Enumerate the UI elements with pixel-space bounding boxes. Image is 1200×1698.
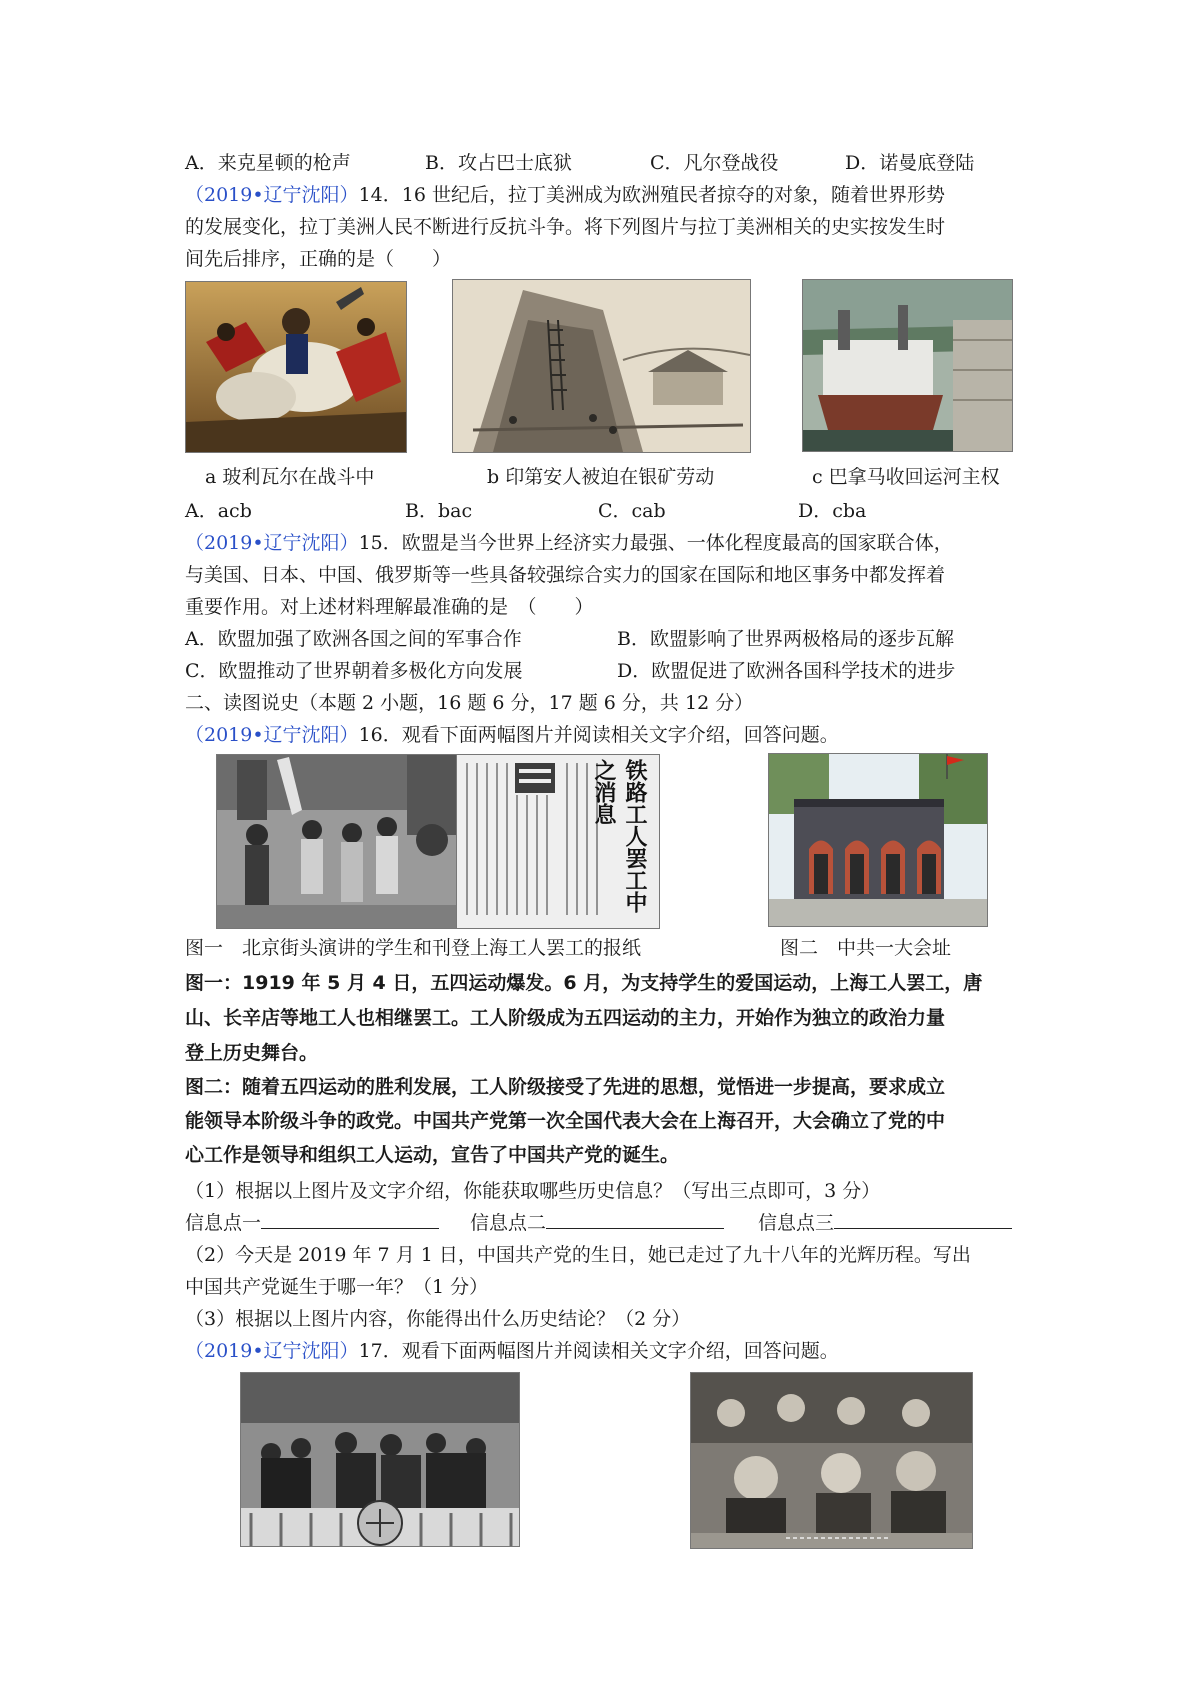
info-point-1-blank[interactable] <box>261 1208 439 1229</box>
q16-fig2-text-line3: 心工作是领导和组织工人运动，宣告了中国共产党的诞生。 <box>185 1144 680 1166</box>
inauguration-photo <box>240 1372 520 1547</box>
caption-c: c 巴拿马收回运河主权 <box>812 466 1000 488</box>
q15-option-d[interactable]: D．欧盟促进了欧洲各国科学技术的进步 <box>617 660 956 682</box>
info-point-3-blank[interactable] <box>834 1208 1012 1229</box>
q16-figure1-caption: 图一 北京街头演讲的学生和刊登上海工人罢工的报纸 <box>185 937 642 959</box>
silver-mine-image <box>452 279 751 453</box>
q14-option-d[interactable]: D．cba <box>798 500 867 522</box>
q16-info-row-3 <box>758 1208 1012 1238</box>
q13-option-c[interactable]: C．凡尔登战役 <box>650 152 779 174</box>
caption-b: b 印第安人被迫在银矿劳动 <box>487 466 715 488</box>
q17-source: （2019•辽宁沈阳） <box>185 1340 359 1362</box>
q15-stem-line3: 重要作用。对上述材料理解最准确的是 （ ） <box>185 596 594 618</box>
q16-source: （2019•辽宁沈阳） <box>185 724 359 746</box>
q16-info-row-1 <box>185 1208 439 1238</box>
caption-a: a 玻利瓦尔在战斗中 <box>205 466 375 488</box>
info-point-2-label: 信息点二 <box>470 1212 547 1234</box>
q13-option-d[interactable]: D．诺曼底登陆 <box>845 152 975 174</box>
bolivar-battle-image <box>185 281 407 453</box>
q15-source: （2019•辽宁沈阳） <box>185 532 359 554</box>
newspaper-image <box>456 754 660 929</box>
q16-fig2-text-line2: 能领导本阶级斗争的政党。中国共产党第一次全国代表大会在上海召开，大会确立了党的中 <box>185 1110 946 1132</box>
info-point-3-label: 信息点三 <box>758 1212 835 1234</box>
q16-sub2-line2: 中国共产党诞生于哪一年？（1 分） <box>185 1276 489 1298</box>
q16-figure2-caption: 图二 中共一大会址 <box>780 937 952 959</box>
q16-sub3: （3）根据以上图片内容，你能得出什么历史结论？（2 分） <box>185 1308 691 1330</box>
q16-sub1: （1）根据以上图片及文字介绍，你能获取哪些历史信息？（写出三点即可，3 分） <box>185 1180 881 1202</box>
q14-option-a[interactable]: A．acb <box>185 500 252 522</box>
newspaper-headline: 铁路工人罢工中之消息 <box>607 759 651 923</box>
q17-stem <box>185 1336 1025 1366</box>
q16-intro: 16．观看下面两幅图片并阅读相关文字介绍，回答问题。 <box>358 724 839 746</box>
q16-fig2-text-line1: 图二：随着五四运动的胜利发展，工人阶级接受了先进的思想，觉悟进一步提高，要求成立 <box>185 1076 946 1098</box>
q15-stem-line1 <box>185 528 1025 558</box>
info-point-2-blank[interactable] <box>546 1208 724 1229</box>
q15-text: 15．欧盟是当今世界上经济实力最强、一体化程度最高的国家联合体， <box>358 532 953 554</box>
q14-source: （2019•辽宁沈阳） <box>185 184 359 206</box>
students-speech-photo <box>216 754 458 929</box>
q15-stem-line2: 与美国、日本、中国、俄罗斯等一些具备较强综合实力的国家在国际和地区事务中都发挥着 <box>185 564 946 586</box>
q17-intro: 17．观看下面两幅图片并阅读相关文字介绍，回答问题。 <box>358 1340 839 1362</box>
q14-stem-line3: 间先后排序，正确的是（ ） <box>185 248 452 270</box>
q16-fig1-text-line1: 图一：1919 年 5 月 4 日，五四运动爆发。6 月，为支持学生的爱国运动，上海工人罢工，唐 <box>185 972 983 994</box>
q13-option-b[interactable]: B．攻占巴士底狱 <box>425 152 572 174</box>
cpc-congress-site-photo <box>768 753 988 927</box>
info-point-1-label: 信息点一 <box>185 1212 262 1234</box>
section-2-heading: 二、读图说史（本题 2 小题，16 题 6 分，17 题 6 分，共 12 分） <box>185 692 754 714</box>
q13-option-a[interactable]: A．来克星顿的枪声 <box>185 152 351 174</box>
q16-fig1-text-line3: 登上历史舞台。 <box>185 1042 319 1064</box>
q14-option-c[interactable]: C．cab <box>598 500 666 522</box>
q14-option-b[interactable]: B．bac <box>405 500 473 522</box>
q16-fig1-text-line2: 山、长辛店等地工人也相继罢工。工人阶级成为五四运动的主力，开始作为独立的政治力量 <box>185 1007 946 1029</box>
q16-info-row-2 <box>470 1208 724 1238</box>
panama-canal-image <box>802 279 1013 452</box>
q14-stem-line1 <box>185 180 1025 210</box>
q14-text: 14．16 世纪后，拉丁美洲成为欧洲殖民者掠夺的对象，随着世界形势 <box>358 184 945 206</box>
q15-option-c[interactable]: C．欧盟推动了世界朝着多极化方向发展 <box>185 660 523 682</box>
q16-stem <box>185 720 1025 750</box>
roosevelt-crowd-photo <box>690 1372 973 1549</box>
q14-stem-line2: 的发展变化，拉丁美洲人民不断进行反抗斗争。将下列图片与拉丁美洲相关的史实按发生时 <box>185 216 946 238</box>
q16-sub2-line1: （2）今天是 2019 年 7 月 1 日，中国共产党的生日，她已走过了九十八年的光辉历程。写出 <box>185 1244 971 1266</box>
q15-option-b[interactable]: B．欧盟影响了世界两极格局的逐步瓦解 <box>617 628 954 650</box>
q15-option-a[interactable]: A．欧盟加强了欧洲各国之间的军事合作 <box>185 628 522 650</box>
